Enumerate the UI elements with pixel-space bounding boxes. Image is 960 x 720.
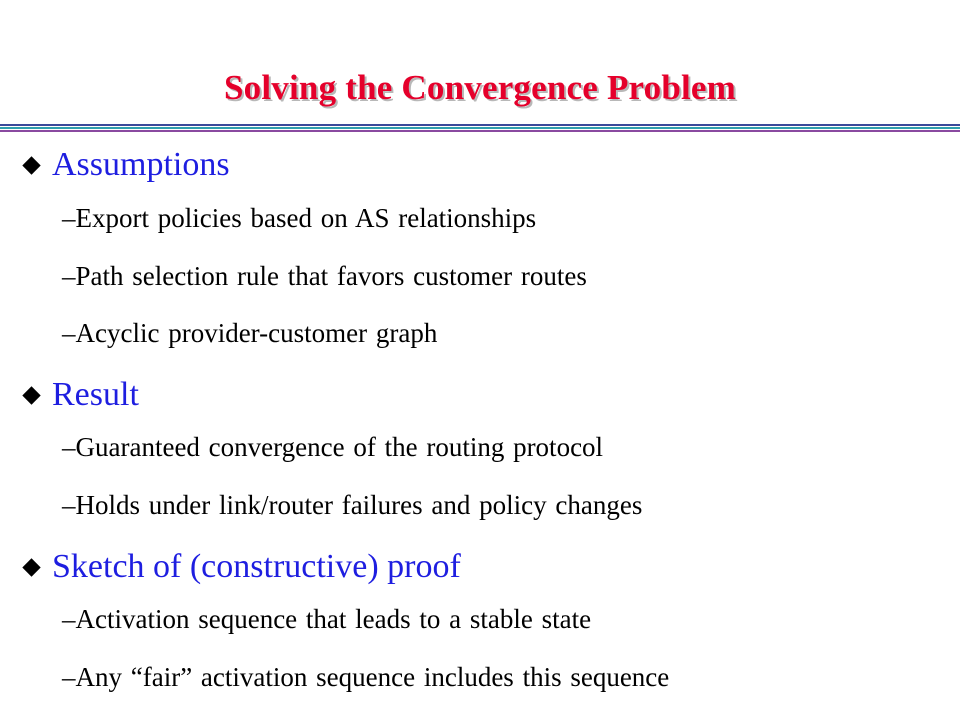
section-proof [22,548,461,586]
bullet-heading: Sketch of (constructive) proof [52,548,461,585]
divider-line-teal [0,127,960,129]
divider-line-blue [0,124,960,126]
slide-title: Solving the Convergence Problem [223,68,737,107]
sub-item: –Any “fair” activation sequence includes this sequence [62,662,670,692]
sub-item: –Holds under link/router failures and policy changes [62,490,643,520]
bullet-proof [22,548,461,586]
diamond-bullet-icon [22,156,40,174]
bullet-heading: Result [52,376,139,413]
divider-line-purple [0,130,960,132]
title-divider [0,124,960,133]
section-result [22,376,139,414]
bullet-heading: Assumptions [52,146,230,183]
sub-item: –Activation sequence that leads to a stable state [62,604,592,634]
sub-item: –Export policies based on AS relationships [62,203,537,233]
diamond-bullet-icon [22,386,40,404]
bullet-assumptions [22,146,230,184]
bullet-result [22,376,139,414]
sub-item: –Guaranteed convergence of the routing protocol [62,432,604,462]
sub-item: –Acyclic provider-customer graph [62,318,438,348]
sub-item: –Path selection rule that favors customer routes [62,261,587,291]
section-assumptions [22,146,230,184]
diamond-bullet-icon [22,558,40,576]
